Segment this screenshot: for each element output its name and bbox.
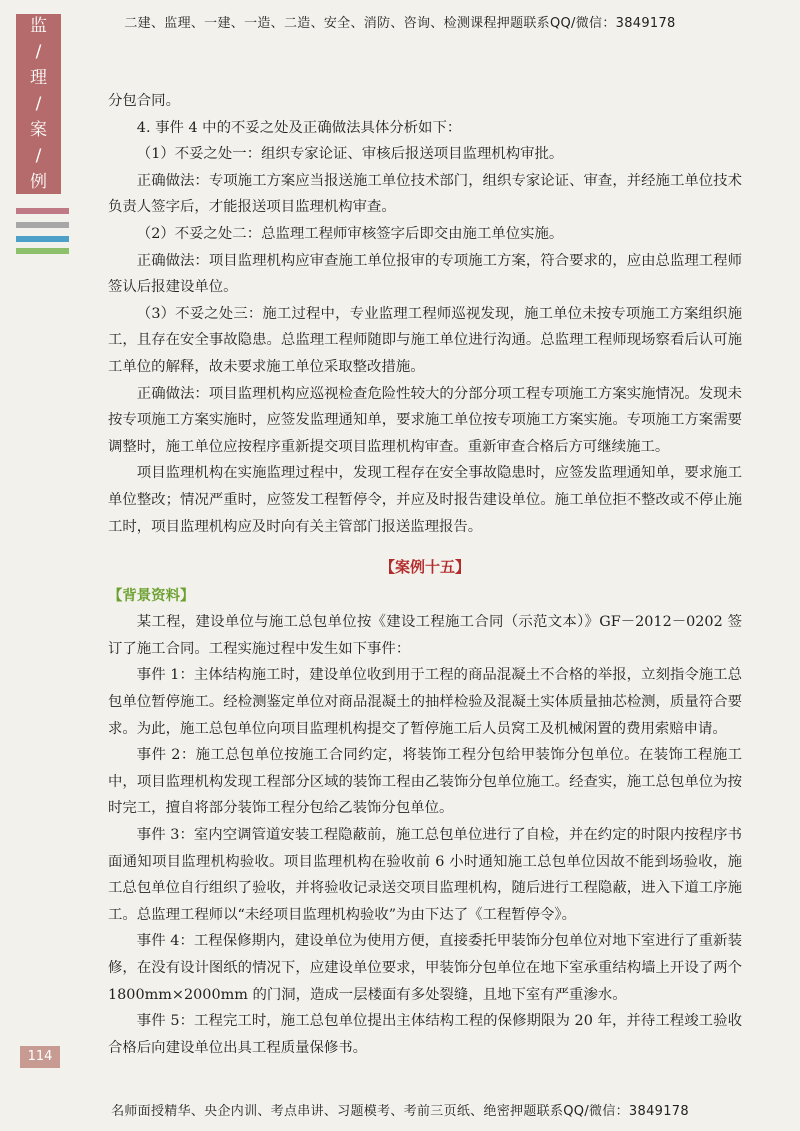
paragraph: 事件 4：工程保修期内，建设单位为使用方便，直接委托甲装饰分包单位对地下室进行了重新装修，在没有设计图纸的情况下，应建设单位要求，甲装饰分包单位在地下室承重结构墙上开设了两个 1800mm×2000mm 的门洞，造成一层楼面有多处裂缝，且地下室有严重渗水。 xyxy=(108,933,742,1003)
side-tab-char: 例 xyxy=(30,172,47,192)
paragraph: 正确做法：项目监理机构应巡视检查危险性较大的分部分项工程专项施工方案实施情况。发现未按专项施工方案实施时，应签发监理通知单，要求施工单位按专项施工方案实施。专项施工方案需要调整时，施工单位应按程序重新提交项目监理机构审查。重新审查合格后方可继续施工。 xyxy=(108,385,742,455)
decorative-stripe xyxy=(16,208,69,214)
page-body xyxy=(108,88,742,1061)
paragraph: （2）不妥之处二：总监理工程师审核签字后即交由施工单位实施。 xyxy=(136,225,564,242)
paragraph: （3）不妥之处三：施工过程中，专业监理工程师巡视发现，施工单位未按专项施工方案组织施工，且存在安全事故隐患。总监理工程师随即与施工单位进行沟通。总监理工程师现场察看后认可施工单位的解释，故未要求施工单位采取整改措施。 xyxy=(108,305,742,375)
paragraph: 分包合同。 xyxy=(108,93,180,109)
side-tab-char: / xyxy=(35,42,42,62)
paragraph: 某工程，建设单位与施工总包单位按《建设工程施工合同（示范文本）》GF－2012－0202 签订了施工合同。工程实施过程中发生如下事件： xyxy=(108,614,742,657)
case-title: 【案例十五】 xyxy=(379,558,470,577)
side-tab-char: 案 xyxy=(30,120,47,140)
section-label: 【背景资料】 xyxy=(108,587,195,604)
paragraph: 正确做法：专项施工方案应当报送施工单位技术部门，组织专家论证、审查，并经施工单位技术负责人签字后，才能报送项目监理机构审查。 xyxy=(108,172,742,216)
paragraph: （1）不妥之处一：组织专家论证、审核后报送项目监理机构审批。 xyxy=(136,146,564,163)
decorative-stripe xyxy=(16,222,69,228)
paragraph: 事件 2：施工总包单位按施工合同约定，将装饰工程分包给甲装饰分包单位。在装饰工程施工中，项目监理机构发现工程部分区域的装饰工程由乙装饰分包单位施工。经查实，施工总包单位为按时完工，擅自将部分装饰工程分包给乙装饰分包单位。 xyxy=(108,747,742,817)
page-number: 114 xyxy=(20,1046,60,1068)
side-tab-char: / xyxy=(35,146,42,166)
decorative-stripe xyxy=(16,236,69,242)
paragraph: 事件 3：室内空调管道安装工程隐蔽前，施工总包单位进行了自检，并在约定的时限内按程序书面通知项目监理机构验收。项目监理机构在验收前 6 小时通知施工总包单位因故不能到场验收，施工总包单位自行组织了验收，并将验收记录送交项目监理机构，随后进行工程隐蔽，进入下道工序施工。总监理工程师以“未经项目监理机构验收”为由下达了《工程暂停令》。 xyxy=(108,827,742,923)
paragraph: 项目监理机构在实施监理过程中，发现工程存在安全事故隐患时，应签发监理通知单，要求施工单位整改；情况严重时，应签发工程暂停令，并应及时报告建设单位。施工单位拒不整改或不停止施工时，项目监理机构应及时向有关主管部门报送监理报告。 xyxy=(108,465,742,535)
side-tab-char: / xyxy=(35,94,42,114)
footer-banner: 名师面授精华、央企内训、考点串讲、习题模考、考前三页纸、绝密押题联系QQ/微信：3849178 xyxy=(111,1104,689,1119)
paragraph: 正确做法：项目监理机构应审查施工单位报审的专项施工方案，符合要求的，应由总监理工程师签认后报建设单位。 xyxy=(108,252,742,296)
paragraph: 事件 5：工程完工时，施工总包单位提出主体结构工程的保修期限为 20 年，并待工程竣工验收合格后向建设单位出具工程质量保修书。 xyxy=(108,1013,742,1056)
header-banner: 二建、监理、一建、一造、二造、安全、消防、咨询、检测课程押题联系QQ/微信：3849178 xyxy=(124,16,676,31)
side-tab-char: 理 xyxy=(30,68,47,88)
decorative-stripe xyxy=(16,248,69,254)
paragraph: 事件 1：主体结构施工时，建设单位收到用于工程的商品混凝土不合格的举报，立刻指令施工总包单位暂停施工。经检测鉴定单位对商品混凝土的抽样检验及混凝土实体质量抽芯检测，质量符合要求。为此，施工总包单位向项目监理机构提交了暂停施工后人员窝工及机械闲置的费用索赔申请。 xyxy=(108,667,742,737)
paragraph: 4. 事件 4 中的不妥之处及正确做法具体分析如下： xyxy=(136,119,462,136)
side-tab-char: 监 xyxy=(30,16,47,36)
chapter-side-tab xyxy=(16,14,61,194)
